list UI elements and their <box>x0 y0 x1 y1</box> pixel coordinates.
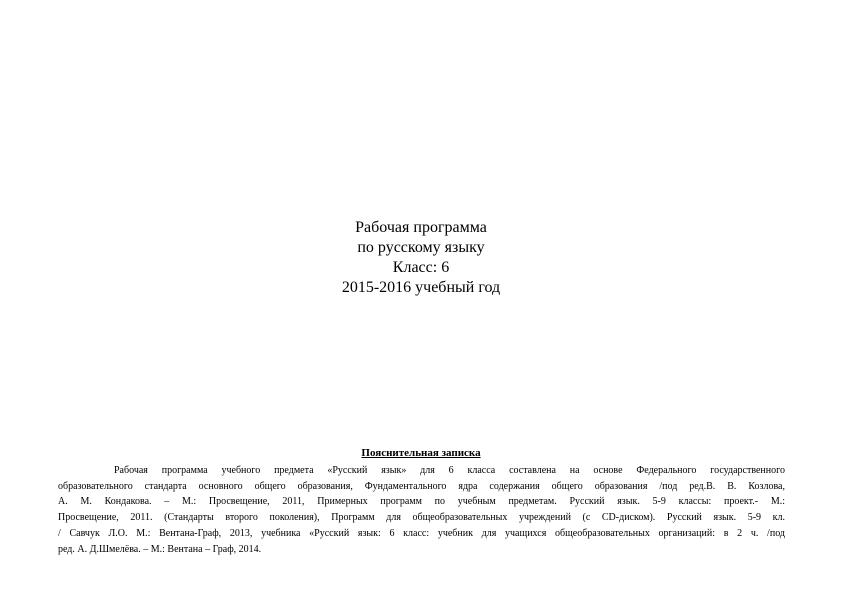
title-subject: по русскому языку <box>357 239 485 256</box>
note-line: Рабочая программа учебного предмета «Русский язык» для 6 класса составлена на основе Федерального государственного <box>114 465 785 476</box>
title-school-year: 2015-2016 учебный год <box>341 279 501 296</box>
explanatory-note-heading: Пояснительная записка <box>361 447 481 459</box>
note-line: / Савчук Л.О. М.: Вентана-Граф, 2013, учебника «Русский язык: 6 класс: учебник для учащихся общеобразовательных организаций: в 2 ч. /под <box>58 527 785 539</box>
title-grade: Класс: 6 <box>392 259 450 276</box>
note-line: ред. А. Д.Шмелёва. – М.: Вентана – Граф, 2014. <box>58 543 262 555</box>
title-program: Рабочая программа <box>355 219 487 236</box>
note-line: образовательного стандарта основного общего образования, Фундаментального ядра содержания общего образования /под ред.В. В. Козлова, <box>58 480 785 492</box>
explanatory-note-body <box>58 463 785 557</box>
note-line: А. М. Кондакова. – М.: Просвещение, 2011, Примерных программ по учебным предметам. Русский язык. 5-9 классы: проект.- М.: <box>58 496 785 508</box>
note-line: Просвещение, 2011. (Стандарты второго поколения), Программ для общеобразовательных учреждений (с CD-диском). Русский язык. 5-9 кл. <box>58 512 785 524</box>
document-title-block <box>0 218 842 298</box>
